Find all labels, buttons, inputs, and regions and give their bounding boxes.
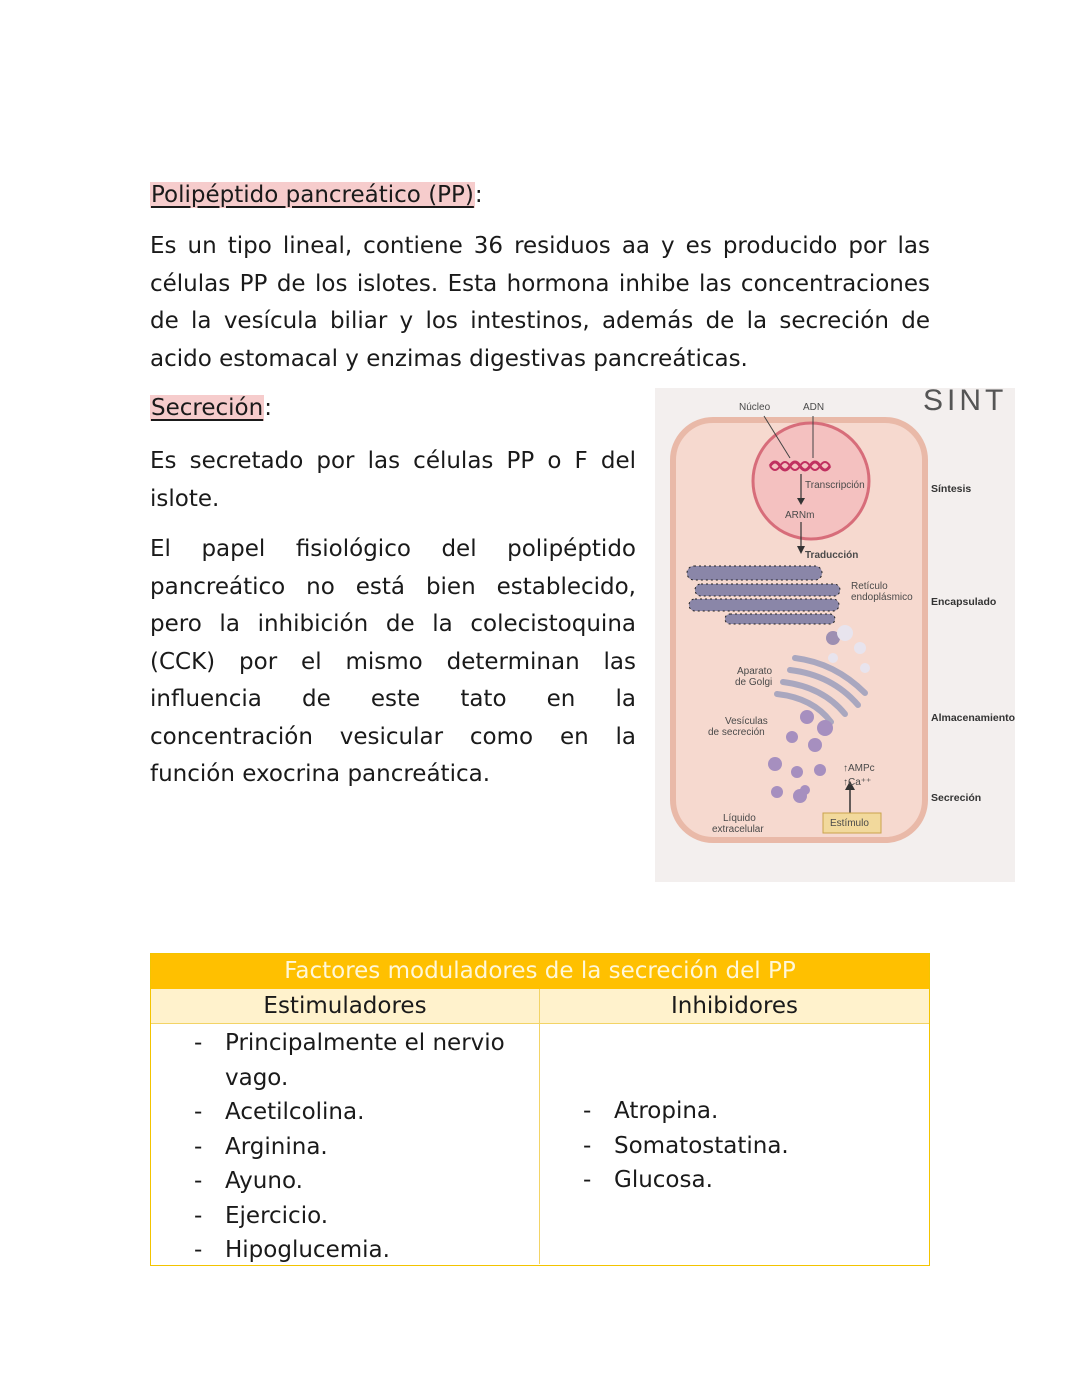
list-item: - Atropina. (540, 1094, 929, 1129)
estimuladores-list (151, 1024, 551, 1268)
label-nucleo: Núcleo (739, 402, 771, 413)
label-reticulo-2: endoplásmico (851, 592, 913, 603)
secretion-paragraph-2: El papel fisiológico del polipéptido pancreático no está bien establecido, pero la inhibición de la colecistoquina (CCK) por el mismo determinan las influencia de este tato en la concentración vesicular como en la función exocrina pancreática. (150, 536, 636, 787)
list-item: - Glucosa. (540, 1163, 929, 1198)
label-ampc: ↑AMPc (843, 763, 875, 774)
table-body-row (151, 1024, 929, 1264)
label-reticulo: Retículo (851, 581, 888, 592)
factors-table (150, 953, 930, 1266)
figure-title-fragment: SINT (923, 388, 1008, 417)
label-arnm: ARNm (785, 510, 815, 521)
inhibidores-cell (540, 1024, 929, 1264)
list-item: - Ejercicio. (151, 1199, 551, 1234)
label-adn: ADN (803, 402, 825, 413)
label-aparato: Aparato (737, 666, 773, 677)
table-header-row (151, 989, 929, 1024)
label-secrecion: de secreción (708, 727, 765, 738)
pp-description: Es un tipo lineal, contiene 36 residuos aa y es producido por las células PP de los islotes. Esta hormona inhibe las concentraciones de la vesícula biliar y los intestinos, además de la secreción de acido estomacal y enzimas digestivas pancreáticas. (150, 233, 930, 372)
secretion-paragraph-1: Es secretado por las células PP o F del islote. (150, 448, 636, 512)
stage-almacenamiento: Almacenamiento (931, 712, 1015, 724)
stage-secrecion: Secreción (931, 792, 982, 804)
list-item: - Arginina. (151, 1130, 551, 1165)
header-inhibidores: Inhibidores (670, 993, 799, 1019)
table-title: Factores moduladores de la secreción del PP (151, 954, 929, 989)
secretion-cell-diagram (655, 388, 1015, 882)
label-golgi: de Golgi (735, 677, 773, 688)
label-transcripcion: Transcripción (805, 480, 865, 491)
list-item: - Acetilcolina. (151, 1095, 551, 1130)
heading-highlight: Polipéptido pancreático (PP) (151, 182, 474, 208)
section-heading-secrecion: Secreción: (151, 395, 272, 421)
list-item: - Hipoglucemia. (151, 1233, 551, 1268)
heading-highlight: Secreción (151, 395, 264, 421)
section-heading-pp: Polipéptido pancreático (PP): (151, 182, 483, 208)
label-vesiculas: Vesículas (725, 716, 768, 727)
label-ca: ↑Ca⁺⁺ (843, 777, 872, 788)
list-item: - Somatostatina. (540, 1129, 929, 1164)
header-estimuladores: Estimuladores (151, 989, 540, 1023)
list-item: - Ayuno. (151, 1164, 551, 1199)
list-item: - Principalmente el nervio vago. (151, 1026, 551, 1095)
estimuladores-cell (151, 1024, 540, 1264)
stage-encapsulado: Encapsulado (931, 596, 997, 608)
label-liquido: Líquido (723, 813, 756, 824)
label-estimulo: Estímulo (830, 818, 869, 829)
stage-sintesis: Síntesis (931, 483, 972, 495)
label-traduccion: Traducción (805, 550, 859, 561)
cell-diagram-svg (655, 388, 1015, 882)
inhibidores-list (540, 1024, 929, 1198)
label-extracelular: extracelular (712, 824, 764, 835)
